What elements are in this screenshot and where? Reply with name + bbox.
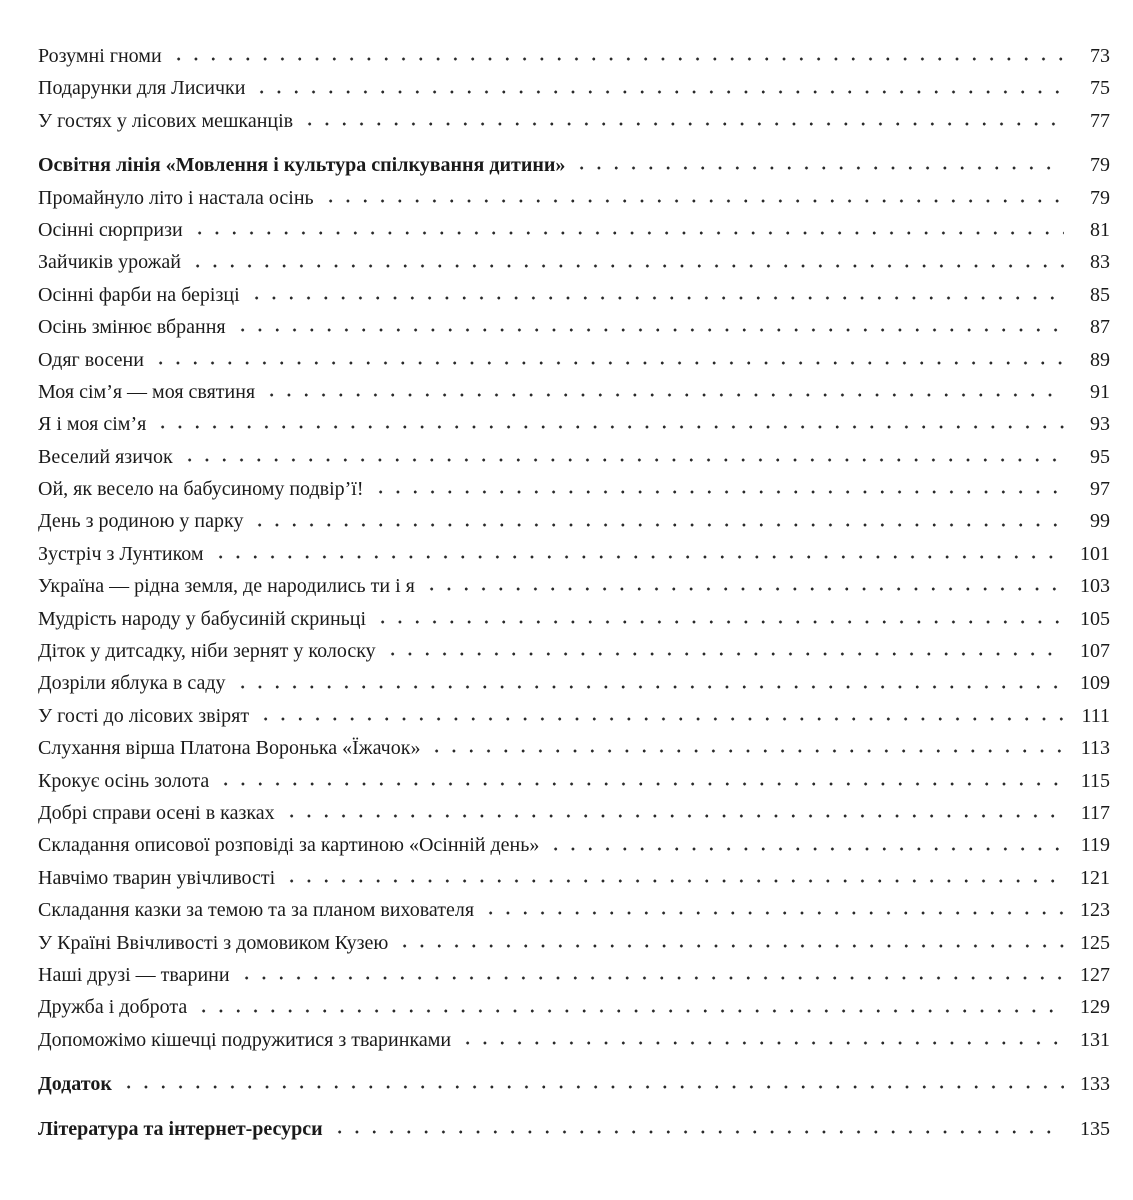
toc-page-number: 89 <box>1090 348 1110 371</box>
toc-entry[interactable] <box>38 376 1110 408</box>
toc-page-number: 75 <box>1090 77 1110 100</box>
toc-page-number: 103 <box>1080 575 1110 598</box>
toc-page-number: 77 <box>1090 109 1110 132</box>
dot-leader <box>547 847 1064 851</box>
toc-entry-title: Моя сім’я — моя святиня <box>38 380 256 403</box>
dot-leader <box>154 425 1064 429</box>
toc-page-number: 87 <box>1090 316 1110 339</box>
dot-leader <box>263 393 1064 397</box>
toc-page-number: 117 <box>1080 801 1110 824</box>
dot-leader <box>170 57 1064 61</box>
toc-page-number: 79 <box>1090 154 1110 177</box>
toc-entry[interactable] <box>38 311 1110 343</box>
toc-page-number: 125 <box>1080 931 1110 954</box>
dot-leader <box>217 782 1064 786</box>
toc-entry[interactable] <box>38 214 1110 246</box>
toc-page-number: 73 <box>1090 45 1110 67</box>
dot-leader <box>234 328 1064 332</box>
toc-entry-title: День з родиною у парку <box>38 510 244 533</box>
toc-entry[interactable] <box>38 862 1110 894</box>
dot-leader <box>191 231 1064 235</box>
toc-page-number: 99 <box>1090 510 1110 533</box>
toc-section-heading[interactable] <box>38 1068 1110 1100</box>
toc-page-number: 131 <box>1080 1028 1110 1051</box>
toc-page-number: 81 <box>1090 218 1110 241</box>
toc-entry[interactable] <box>38 603 1110 635</box>
toc-page-number: 107 <box>1080 640 1110 663</box>
toc-entry-title: Допоможімо кішечці подружитися з тваринками <box>38 1028 452 1051</box>
toc-entry[interactable] <box>38 1024 1110 1056</box>
toc-entry[interactable] <box>38 441 1110 473</box>
toc-page-number: 91 <box>1090 380 1110 403</box>
toc-entry[interactable] <box>38 700 1110 732</box>
toc-page-number: 119 <box>1080 834 1110 857</box>
toc-section-heading[interactable] <box>38 149 1110 181</box>
toc-entry-title: Я і моя сім’я <box>38 413 147 436</box>
toc-page-number: 79 <box>1090 186 1110 209</box>
toc-entry-title: Навчімо тварин увічливості <box>38 866 276 889</box>
toc-entry[interactable] <box>38 344 1110 376</box>
dot-leader <box>212 555 1064 559</box>
toc-page-number: 115 <box>1080 769 1110 792</box>
dot-leader <box>428 749 1064 753</box>
toc-entry-title: У гостях у лісових мешканців <box>38 109 294 132</box>
dot-leader <box>374 620 1064 624</box>
toc-entry-title: Наші друзі — тварини <box>38 963 230 986</box>
toc-page-number: 105 <box>1080 607 1110 630</box>
toc-page-number: 111 <box>1081 704 1110 727</box>
toc-entry[interactable] <box>38 246 1110 278</box>
toc-entry-title: Діток у дитсадку, ніби зернят у колоску <box>38 640 376 663</box>
toc-page-number: 85 <box>1090 283 1110 306</box>
toc-entry-title: Дружба і доброта <box>38 996 188 1019</box>
dot-leader <box>248 296 1064 300</box>
toc-entry-title: Дозріли яблука в саду <box>38 672 226 695</box>
toc-page-number: 121 <box>1080 866 1110 889</box>
dot-leader <box>459 1041 1064 1045</box>
toc-entry[interactable] <box>38 72 1110 104</box>
toc-entry[interactable] <box>38 105 1110 137</box>
dot-leader <box>181 458 1064 462</box>
toc-page-number: 123 <box>1080 899 1110 922</box>
toc-entry[interactable] <box>38 959 1110 991</box>
toc-entry-title: Осінні фарби на берізці <box>38 283 240 306</box>
dot-leader <box>189 264 1064 268</box>
toc-entry[interactable] <box>38 732 1110 764</box>
dot-leader <box>238 976 1064 980</box>
dot-leader <box>152 361 1064 365</box>
dot-leader <box>253 90 1064 94</box>
dot-leader <box>251 523 1064 527</box>
toc-entry[interactable] <box>38 894 1110 926</box>
toc-entry[interactable] <box>38 927 1110 959</box>
toc-page-number: 133 <box>1080 1073 1110 1096</box>
toc-page-number: 93 <box>1090 413 1110 436</box>
toc-entry-title: Складання описової розповіді за картиною «Осінній день» <box>38 834 540 857</box>
dot-leader <box>384 652 1064 656</box>
dot-leader <box>372 490 1064 494</box>
toc-entry[interactable] <box>38 538 1110 570</box>
toc-entry-title: Україна — рідна земля, де народились ти і я <box>38 575 415 598</box>
toc-entry[interactable] <box>38 40 1110 72</box>
toc-page-number: 129 <box>1080 996 1110 1019</box>
toc-entry-title: Крокує осінь золота <box>38 769 210 792</box>
dot-leader <box>283 879 1064 883</box>
dot-leader <box>234 685 1064 689</box>
dot-leader <box>301 122 1064 126</box>
toc-page-number: 83 <box>1090 251 1110 274</box>
toc-entry-title: Осінні сюрпризи <box>38 218 183 241</box>
table-of-contents <box>38 40 1110 1145</box>
dot-leader <box>482 911 1064 915</box>
dot-leader <box>573 166 1064 170</box>
toc-entry-title: Освітня лінія «Мовлення і культура спілкування дитини» <box>38 154 566 177</box>
toc-entry[interactable] <box>38 667 1110 699</box>
toc-entry-title: Промайнуло літо і настала осінь <box>38 186 314 209</box>
toc-entry-title: Зустріч з Лунтиком <box>38 542 204 565</box>
toc-page-number: 101 <box>1080 542 1110 565</box>
toc-entry-title: Слухання вірша Платона Воронька «Їжачок» <box>38 737 421 760</box>
dot-leader <box>423 587 1064 591</box>
toc-page-number: 95 <box>1090 445 1110 468</box>
toc-entry[interactable] <box>38 570 1110 602</box>
toc-entry-title: Осінь змінює вбрання <box>38 316 226 339</box>
toc-entry-title: Мудрість народу у бабусиній скриньці <box>38 607 367 630</box>
toc-page-number: 135 <box>1080 1117 1110 1140</box>
dot-leader <box>257 717 1064 721</box>
toc-section-heading[interactable] <box>38 1113 1110 1145</box>
toc-entry-title: Ой, як весело на бабусиному подвір’ї! <box>38 478 364 501</box>
toc-entry-title: Одяг восени <box>38 348 144 371</box>
toc-entry[interactable] <box>38 765 1110 797</box>
toc-entry[interactable] <box>38 797 1110 829</box>
toc-entry[interactable] <box>38 279 1110 311</box>
dot-leader <box>283 814 1064 818</box>
toc-entry[interactable] <box>38 829 1110 861</box>
toc-entry[interactable] <box>38 408 1110 440</box>
dot-leader <box>195 1009 1064 1013</box>
dot-leader <box>396 944 1064 948</box>
toc-entry-title: Розумні гноми <box>38 45 162 67</box>
toc-entry[interactable] <box>38 505 1110 537</box>
toc-page-number: 113 <box>1080 737 1110 760</box>
toc-entry-title: Веселий язичок <box>38 445 173 468</box>
toc-page-number: 97 <box>1090 478 1110 501</box>
toc-entry-title: Література та інтернет-ресурси <box>38 1117 323 1140</box>
toc-entry[interactable] <box>38 991 1110 1023</box>
toc-entry[interactable] <box>38 182 1110 214</box>
toc-entry-title: Складання казки за темою та за планом вихователя <box>38 899 475 922</box>
toc-entry-title: У Країні Ввічливості з домовиком Кузею <box>38 931 389 954</box>
dot-leader <box>120 1085 1064 1089</box>
dot-leader <box>322 199 1064 203</box>
toc-entry[interactable] <box>38 473 1110 505</box>
toc-page-number: 127 <box>1080 963 1110 986</box>
toc-entry-title: Подарунки для Лисички <box>38 77 246 100</box>
toc-entry-title: Додаток <box>38 1073 112 1096</box>
toc-page-number: 109 <box>1080 672 1110 695</box>
toc-entry-title: У гості до лісових звірят <box>38 704 250 727</box>
toc-entry-title: Зайчиків урожай <box>38 251 181 274</box>
toc-entry[interactable] <box>38 635 1110 667</box>
toc-entry-title: Добрі справи осені в казках <box>38 801 275 824</box>
dot-leader <box>331 1130 1064 1134</box>
